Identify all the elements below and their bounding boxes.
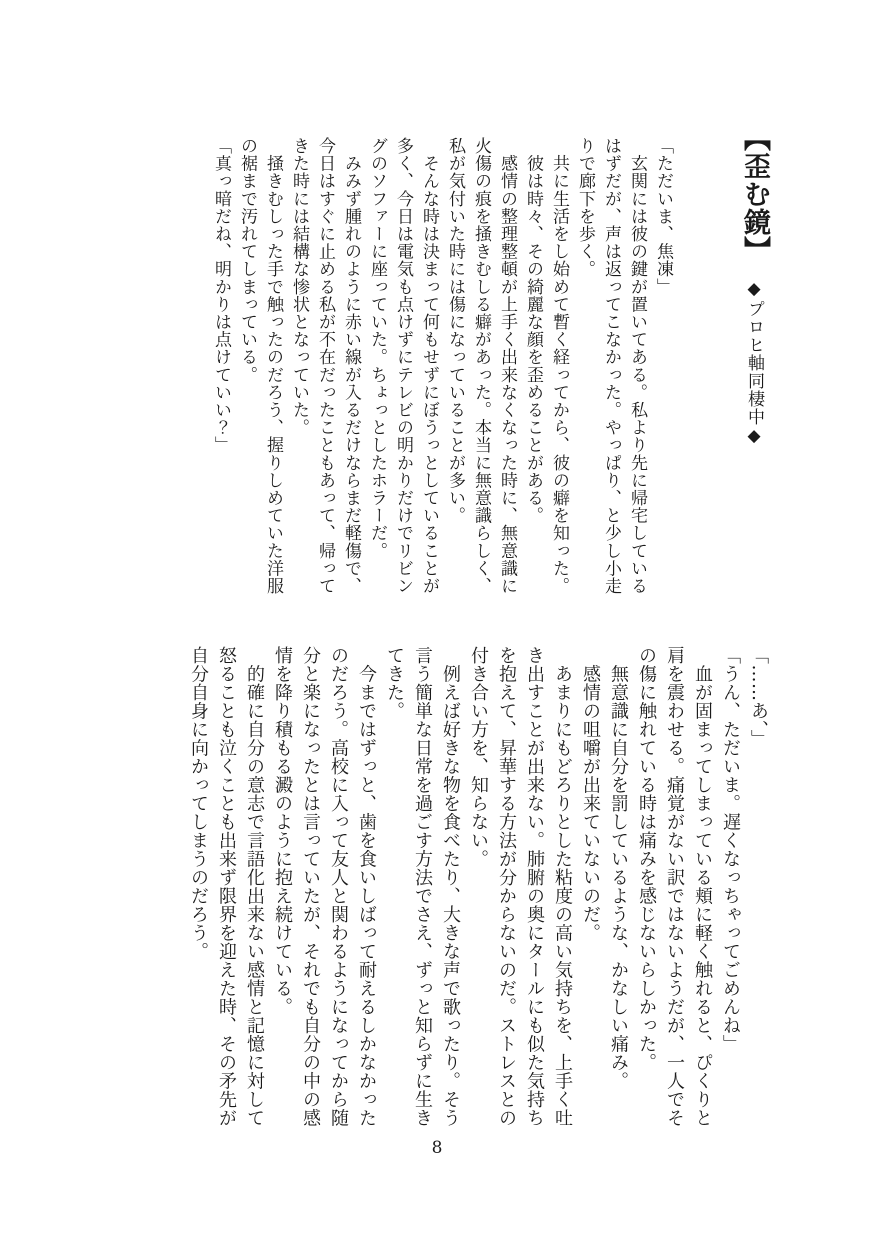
paragraph: みみず腫れのように赤い線が入るだけならまだ軽傷で、今日はすぐに止める私が不在だったこともあって、帰ってきた時には結構な惨状となっていた。 <box>289 137 361 595</box>
story-body-top <box>208 137 676 596</box>
paragraph: 「うん、ただいま。遅くなっちゃってごめんね」 <box>720 646 741 1053</box>
paragraph: 「……あ、」 <box>748 646 769 748</box>
paragraph: 「真っ暗だね、明かりは点けていい？」 <box>211 137 231 454</box>
paragraph: 掻きむしった手で触ったのだろう、握りしめていた洋服の裾まで汚れてしまっている。 <box>237 137 283 595</box>
paragraph: 今まではずっと、歯を食いしばって耐えるしかなかったのだろう。高校に入って友人と関わるようになってから随分と楽になったとは言っていたが、それでも自分の中の感情を降り積もる澱のように抱え続けている。 <box>272 646 377 1127</box>
story-subtitle: ◆プロヒ軸同棲中◆ <box>744 279 764 448</box>
paragraph: 共に生活をし始めて暫く経ってから、彼の癖を知った。 <box>549 137 569 595</box>
paragraph: 例えば好きな物を食べたり、大きな声で歌ったり。そう言う簡単な日常を過ごす方法でさえ、ずっと知らずに生きてきた。 <box>384 646 461 1127</box>
paragraph: 血が固まってしまっている頬に軽く触れると、ぴくりと肩を震わせる。痛覚がない訳ではないようだが、一人でその傷に触れている時は痛みを感じないらしかった。 <box>636 646 713 1127</box>
paragraph: 無意識に自分を罰しているような、かなしい痛み。 <box>608 646 629 1090</box>
paragraph: あまりにもどろりとした粘度の高い気持ちを、上手く吐き出すことが出来ない。肺腑の奥にタールにも似た気持ちを抱えて、昇華する方法が分からないのだ。ストレスとの付き合い方を、知らない。 <box>468 646 573 1127</box>
paragraph: 感情の整理整頓が上手く出来なくなった時に、無意識に火傷の痕を掻きむしる癖があった。本当に無意識らしく、私が気付いた時には傷になっていることが多い。 <box>445 137 517 595</box>
story-body-bottom <box>184 646 772 1128</box>
paragraph: そんな時は決まって何もせずにぼうっとしていることが多く、今日は電気も点けずにテレビの明かりだけでリビングのソファーに座っていた。ちょっとしたホラーだ。 <box>367 137 439 595</box>
title-block <box>734 124 774 594</box>
paragraph: 彼は時々、その綺麗な顔を歪めることがある。 <box>523 137 543 525</box>
story-title: 【歪む鏡】 <box>739 124 770 264</box>
paragraph: 玄関には彼の鍵が置いてある。私より先に帰宅しているはずだが、声は返ってこなかった。やっぱり、と少し小走りで廊下を歩く。 <box>575 137 647 595</box>
paragraph: 「ただいま、焦凍」 <box>653 137 673 296</box>
paragraph: 感情の咀嚼が出来ていないのだ。 <box>580 646 601 942</box>
paragraph: 的確に自分の意志で言語化出来ない感情と記憶に対して怒ることも泣くことも出来ず限界を迎えた時、その矛先が自分自身に向かってしまうのだろう。 <box>188 646 265 1127</box>
page-number: 8 <box>431 1138 443 1158</box>
